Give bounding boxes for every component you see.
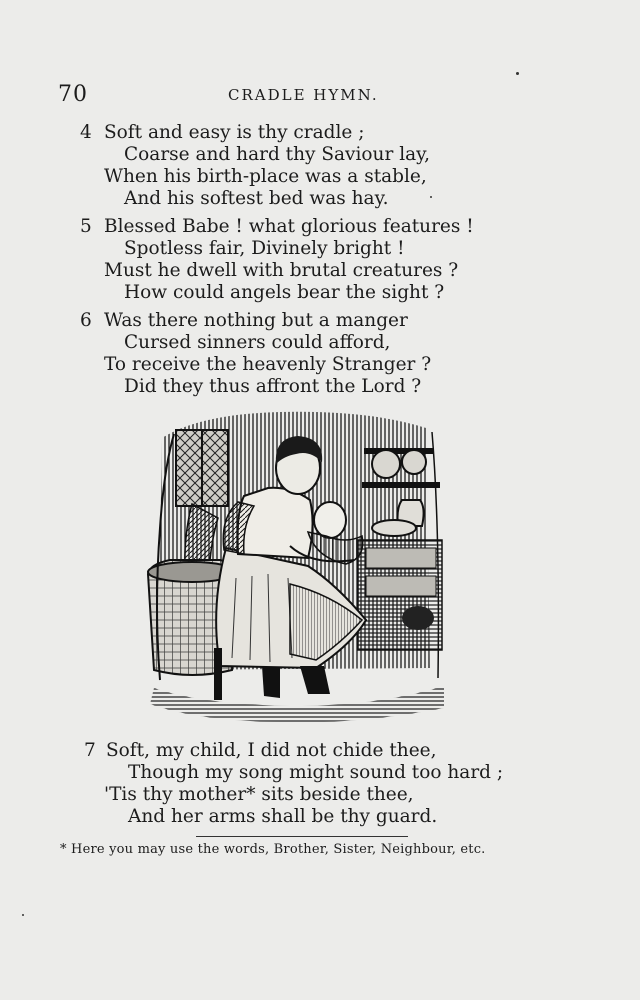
scan-speck <box>430 196 432 198</box>
page-number: 70 <box>58 82 88 107</box>
verse-line: Spotless fair, Divinely bright ! <box>124 238 405 259</box>
footnote: * Here you may use the words, Brother, Sister, Neighbour, etc. <box>60 842 486 857</box>
verse-line: And his softest bed was hay. <box>124 188 389 209</box>
stanza-number: 6 <box>80 310 92 331</box>
running-head: CRADLE HYMN. <box>228 86 379 104</box>
stanza-number: 7 <box>84 740 96 761</box>
verse-line: Soft and easy is thy cradle ; <box>104 122 365 143</box>
verse-line: When his birth-place was a stable, <box>104 166 427 187</box>
verse-line: Did they thus affront the Lord ? <box>124 376 422 397</box>
verse-line: 'Tis thy mother* sits beside thee, <box>104 784 414 805</box>
stanza-number: 4 <box>80 122 92 143</box>
footnote-rule <box>196 836 408 837</box>
engraving-mother-and-child <box>140 408 452 732</box>
verse-line: Must he dwell with brutal creatures ? <box>104 260 459 281</box>
scan-speck <box>22 914 24 916</box>
verse-line: Cursed sinners could afford, <box>124 332 391 353</box>
verse-line: Coarse and hard thy Saviour lay, <box>124 144 431 165</box>
stanza-number: 5 <box>80 216 92 237</box>
verse-line: To receive the heavenly Stranger ? <box>104 354 432 375</box>
scan-speck <box>516 72 519 75</box>
verse-line: And her arms shall be thy guard. <box>128 806 438 827</box>
verse-line: Soft, my child, I did not chide thee, <box>106 740 437 761</box>
verse-line: How could angels bear the sight ? <box>124 282 445 303</box>
verse-line: Blessed Babe ! what glorious features ! <box>104 216 474 237</box>
verse-line: Was there nothing but a manger <box>104 310 408 331</box>
verse-line: Though my song might sound too hard ; <box>128 762 504 783</box>
